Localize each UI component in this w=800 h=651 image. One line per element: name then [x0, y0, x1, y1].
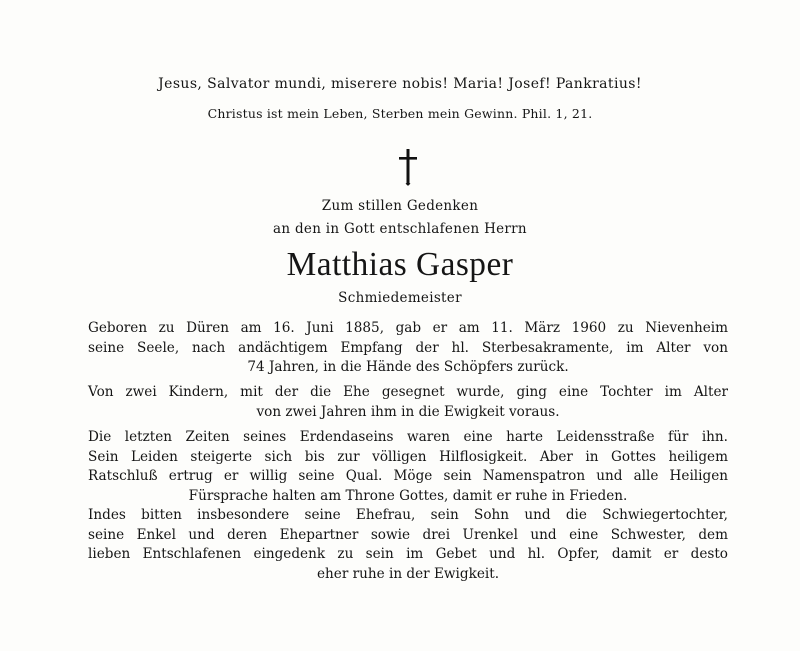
- paragraph-line: Fürsprache halten am Throne Gottes, damit er ruhe in Frieden.: [188, 487, 628, 504]
- paragraph-children: [88, 383, 728, 422]
- paragraph-line: Sein Leiden steigerte sich bis zur völligen Hilflosigkeit. Aber in Gottes heiligem: [88, 448, 728, 465]
- dedication-line-2: an den in Gott entschlafenen Herrn: [273, 221, 527, 237]
- latin-cross-icon: [396, 148, 420, 186]
- paragraph-line: von zwei Jahren ihm in die Ewigkeit voraus.: [256, 403, 560, 420]
- bible-verse-line: Christus ist mein Leben, Sterben mein Gewinn. Phil. 1, 21.: [207, 106, 593, 121]
- paragraph-line: eher ruhe in der Ewigkeit.: [316, 565, 500, 582]
- paragraph-request: [88, 506, 728, 584]
- paragraph-line: Indes bitten insbesondere seine Ehefrau, sein Sohn und die Schwiegertochter,: [88, 507, 728, 523]
- paragraph-line: Von zwei Kindern, mit der die Ehe gesegnet wurde, ging eine Tochter im Alter: [88, 384, 728, 400]
- invocation-line: Jesus, Salvator mundi, miserere nobis! Maria! Josef! Pankratius!: [158, 76, 642, 92]
- dedication-line-1: Zum stillen Gedenken: [321, 198, 479, 214]
- paragraph-suffering: [88, 428, 728, 506]
- paragraph-line: Die letzten Zeiten seines Erdendaseins waren eine harte Leidensstraße für ihn.: [88, 429, 728, 445]
- paragraph-birth-death: [88, 319, 728, 378]
- paragraph-line: lieben Entschlafenen eingedenk zu sein im Gebet und hl. Opfer, damit er desto: [88, 546, 728, 562]
- occupation: Schmiedemeister: [338, 290, 462, 306]
- paragraph-line: seine Seele, nach andächtigem Empfang der hl. Sterbesakramente, im Alter von: [88, 339, 728, 356]
- paragraph-line: Ratschluß ertrug er willig seine Qual. Möge sein Namenspatron und alle Heiligen: [88, 468, 728, 484]
- paragraph-line: seine Enkel und deren Ehepartner sowie drei Urenkel und eine Schwester, dem: [88, 526, 728, 543]
- paragraph-line: 74 Jahren, in die Hände des Schöpfers zurück.: [247, 359, 569, 375]
- paragraph-line: Geboren zu Düren am 16. Juni 1885, gab er am 11. März 1960 zu Nievenheim: [88, 320, 728, 336]
- deceased-name: Matthias Gasper: [286, 246, 514, 283]
